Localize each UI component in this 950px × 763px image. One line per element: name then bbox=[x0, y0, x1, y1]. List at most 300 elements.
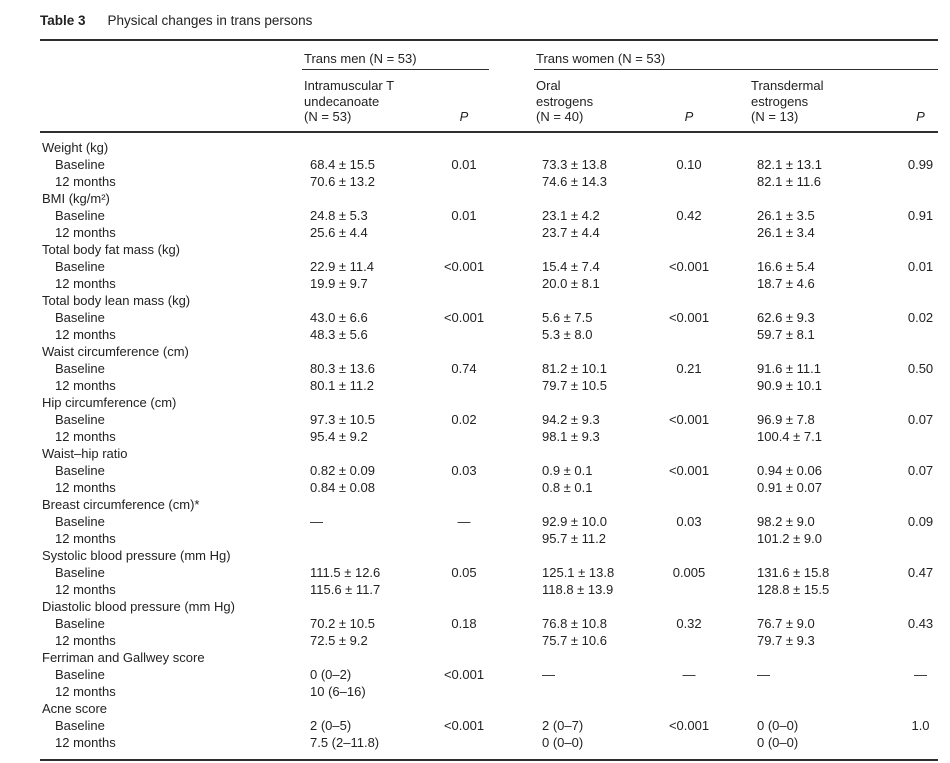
cell-p-intramuscular bbox=[439, 734, 489, 760]
cell-p-transdermal bbox=[903, 445, 938, 462]
column-gap bbox=[714, 156, 749, 173]
column-gap bbox=[714, 462, 749, 479]
column-gap bbox=[714, 258, 749, 275]
col-header-line: Intramuscular T bbox=[304, 78, 395, 93]
cell-p-oral bbox=[664, 496, 714, 513]
cell-p-oral bbox=[664, 445, 714, 462]
cell-p-intramuscular: 0.01 bbox=[451, 156, 477, 172]
table-row bbox=[40, 564, 938, 581]
column-gap bbox=[714, 734, 749, 760]
column-gap bbox=[489, 377, 534, 394]
cell-value-intramuscular: 43.0 ± 6.6 bbox=[310, 309, 368, 325]
cell-p-oral bbox=[664, 683, 714, 700]
cell-value-intramuscular: 70.2 ± 10.5 bbox=[310, 615, 375, 631]
cell-value-oral: 75.7 ± 10.6 bbox=[542, 632, 607, 648]
column-gap bbox=[714, 275, 749, 292]
cell-p-intramuscular bbox=[439, 377, 489, 394]
row-label: Acne score bbox=[42, 700, 108, 716]
cell-value-transdermal: 0 (0–0) bbox=[757, 717, 799, 733]
column-gap bbox=[489, 649, 534, 666]
cell-p-oral: 0.03 bbox=[676, 513, 702, 529]
column-gap bbox=[489, 173, 534, 190]
cell-p-intramuscular bbox=[439, 683, 489, 700]
column-gap bbox=[714, 292, 749, 309]
group-header-trans-men: Trans men (N = 53) bbox=[302, 40, 489, 70]
cell-value-intramuscular: 95.4 ± 9.2 bbox=[310, 428, 368, 444]
cell-value-oral: 118.8 ± 13.9 bbox=[542, 581, 614, 597]
cell-value-oral bbox=[534, 241, 664, 258]
column-gap bbox=[489, 411, 534, 428]
column-gap bbox=[489, 462, 534, 479]
column-gap bbox=[714, 377, 749, 394]
cell-p-oral: 0.005 bbox=[672, 564, 706, 580]
cell-p-transdermal bbox=[903, 173, 938, 190]
cell-p-oral: <0.001 bbox=[668, 309, 710, 325]
row-label: 12 months bbox=[55, 377, 116, 393]
cell-p-transdermal: 0.07 bbox=[907, 411, 934, 427]
cell-value-oral: 125.1 ± 13.8 bbox=[542, 564, 615, 580]
cell-p-transdermal bbox=[903, 734, 938, 760]
cell-value-intramuscular bbox=[302, 598, 439, 615]
row-label: 12 months bbox=[55, 173, 116, 189]
cell-value-oral: 0.9 ± 0.1 bbox=[542, 462, 593, 478]
cell-value-transdermal: 90.9 ± 10.1 bbox=[757, 377, 822, 393]
cell-value-intramuscular: 115.6 ± 11.7 bbox=[310, 581, 381, 597]
column-gap bbox=[714, 547, 749, 564]
cell-value-intramuscular: 0.84 ± 0.08 bbox=[310, 479, 375, 495]
column-gap bbox=[489, 530, 534, 547]
cell-p-transdermal: 0.47 bbox=[907, 564, 934, 580]
table-row bbox=[40, 598, 938, 615]
cell-value-oral bbox=[534, 394, 664, 411]
cell-p-oral: 0.42 bbox=[676, 207, 702, 223]
column-gap bbox=[714, 513, 749, 530]
cell-p-oral: 0.21 bbox=[676, 360, 702, 376]
column-gap bbox=[489, 326, 534, 343]
column-gap bbox=[489, 581, 534, 598]
cell-value-intramuscular bbox=[302, 496, 439, 513]
table-row bbox=[40, 530, 938, 547]
cell-value-transdermal bbox=[749, 132, 903, 156]
cell-value-intramuscular bbox=[302, 649, 439, 666]
cell-value-intramuscular bbox=[302, 132, 439, 156]
cell-p-intramuscular: 0.03 bbox=[451, 462, 477, 478]
col-header-line: (N = 13) bbox=[751, 109, 799, 124]
cell-p-oral bbox=[664, 292, 714, 309]
cell-value-oral bbox=[534, 292, 664, 309]
table-row bbox=[40, 156, 938, 173]
row-label: 12 months bbox=[55, 479, 116, 495]
table-title: Physical changes in trans persons bbox=[107, 13, 313, 28]
cell-p-transdermal bbox=[903, 479, 938, 496]
column-gap bbox=[489, 683, 534, 700]
column-gap bbox=[489, 241, 534, 258]
cell-p-transdermal bbox=[903, 632, 938, 649]
cell-value-intramuscular: 24.8 ± 5.3 bbox=[310, 207, 368, 223]
cell-p-intramuscular bbox=[439, 632, 489, 649]
col-header-intramuscular-t bbox=[302, 70, 439, 132]
table-row bbox=[40, 394, 938, 411]
cell-p-intramuscular: <0.001 bbox=[443, 258, 485, 274]
cell-p-intramuscular bbox=[439, 132, 489, 156]
table-row bbox=[40, 360, 938, 377]
cell-value-intramuscular: — bbox=[310, 513, 323, 529]
cell-p-oral: <0.001 bbox=[668, 258, 710, 274]
cell-p-transdermal: 0.07 bbox=[907, 462, 934, 478]
column-gap bbox=[489, 615, 534, 632]
group-header-row bbox=[40, 40, 938, 70]
cell-value-transdermal bbox=[749, 496, 903, 513]
cell-p-transdermal bbox=[903, 394, 938, 411]
column-header-row bbox=[40, 70, 938, 132]
cell-value-transdermal bbox=[749, 343, 903, 360]
column-gap bbox=[489, 717, 534, 734]
stub-cell bbox=[40, 70, 302, 132]
table-row bbox=[40, 428, 938, 445]
column-gap bbox=[714, 598, 749, 615]
table-row bbox=[40, 717, 938, 734]
row-label: Baseline bbox=[55, 411, 105, 427]
column-gap bbox=[714, 615, 749, 632]
cell-p-transdermal bbox=[903, 598, 938, 615]
cell-value-oral: 76.8 ± 10.8 bbox=[542, 615, 607, 631]
cell-value-transdermal: 0.94 ± 0.06 bbox=[757, 462, 822, 478]
cell-p-intramuscular bbox=[439, 275, 489, 292]
cell-p-oral: 0.32 bbox=[676, 615, 702, 631]
cell-value-transdermal bbox=[749, 683, 903, 700]
table-row bbox=[40, 173, 938, 190]
cell-p-intramuscular bbox=[439, 292, 489, 309]
table-row bbox=[40, 581, 938, 598]
table-row bbox=[40, 309, 938, 326]
column-gap bbox=[489, 734, 534, 760]
row-label: Baseline bbox=[55, 156, 105, 172]
cell-value-intramuscular bbox=[302, 241, 439, 258]
column-gap bbox=[714, 224, 749, 241]
cell-value-transdermal bbox=[749, 292, 903, 309]
cell-value-intramuscular: 80.1 ± 11.2 bbox=[310, 377, 374, 393]
row-label: 12 months bbox=[55, 326, 116, 342]
cell-p-transdermal bbox=[903, 530, 938, 547]
cell-value-intramuscular bbox=[302, 700, 439, 717]
cell-p-intramuscular bbox=[439, 530, 489, 547]
row-label: Weight (kg) bbox=[42, 139, 109, 155]
cell-value-transdermal: 82.1 ± 11.6 bbox=[757, 173, 821, 189]
row-label: Breast circumference (cm)* bbox=[42, 496, 200, 512]
column-gap bbox=[714, 173, 749, 190]
cell-p-oral bbox=[664, 377, 714, 394]
cell-value-transdermal bbox=[749, 445, 903, 462]
row-label: Baseline bbox=[55, 513, 105, 529]
table-number: Table 3 bbox=[40, 13, 86, 28]
row-label: Hip circumference (cm) bbox=[42, 394, 177, 410]
column-gap bbox=[714, 241, 749, 258]
cell-value-oral: 5.6 ± 7.5 bbox=[542, 309, 593, 325]
cell-p-oral bbox=[664, 224, 714, 241]
cell-p-intramuscular bbox=[439, 173, 489, 190]
row-label: 12 months bbox=[55, 275, 116, 291]
cell-p-oral bbox=[664, 547, 714, 564]
row-label: 12 months bbox=[55, 428, 116, 444]
row-label: Baseline bbox=[55, 207, 105, 223]
row-label: Baseline bbox=[55, 666, 105, 682]
cell-p-intramuscular: 0.18 bbox=[451, 615, 477, 631]
column-gap bbox=[489, 224, 534, 241]
cell-p-transdermal bbox=[903, 496, 938, 513]
cell-value-oral: — bbox=[542, 666, 555, 682]
column-gap bbox=[714, 581, 749, 598]
cell-p-oral bbox=[664, 734, 714, 760]
table-row bbox=[40, 683, 938, 700]
cell-value-transdermal: 59.7 ± 8.1 bbox=[757, 326, 815, 342]
column-gap bbox=[714, 207, 749, 224]
cell-p-transdermal bbox=[903, 132, 938, 156]
cell-value-oral: 15.4 ± 7.4 bbox=[542, 258, 600, 274]
cell-p-transdermal bbox=[903, 292, 938, 309]
cell-p-oral bbox=[664, 649, 714, 666]
cell-p-intramuscular bbox=[439, 649, 489, 666]
col-header-line: Oral bbox=[536, 78, 561, 93]
cell-value-intramuscular: 0 (0–2) bbox=[310, 666, 352, 682]
cell-p-intramuscular: 0.05 bbox=[451, 564, 477, 580]
cell-value-intramuscular bbox=[302, 445, 439, 462]
table-row bbox=[40, 632, 938, 649]
column-gap bbox=[489, 428, 534, 445]
cell-p-oral bbox=[664, 394, 714, 411]
cell-value-transdermal: 82.1 ± 13.1 bbox=[757, 156, 822, 172]
cell-value-transdermal: 26.1 ± 3.5 bbox=[757, 207, 815, 223]
cell-value-oral: 74.6 ± 14.3 bbox=[542, 173, 607, 189]
cell-p-transdermal bbox=[903, 343, 938, 360]
cell-value-intramuscular bbox=[302, 547, 439, 564]
cell-value-transdermal bbox=[749, 598, 903, 615]
cell-p-intramuscular bbox=[439, 428, 489, 445]
cell-value-intramuscular: 19.9 ± 9.7 bbox=[310, 275, 368, 291]
cell-value-intramuscular bbox=[302, 292, 439, 309]
col-header-line: (N = 53) bbox=[304, 109, 352, 124]
cell-p-oral bbox=[664, 132, 714, 156]
row-label: 12 months bbox=[55, 683, 116, 699]
cell-p-oral: 0.10 bbox=[676, 156, 702, 172]
cell-value-intramuscular: 10 (6–16) bbox=[310, 683, 366, 699]
col-header-transdermal-estrogens bbox=[749, 70, 903, 132]
cell-value-transdermal: 62.6 ± 9.3 bbox=[757, 309, 815, 325]
cell-p-intramuscular: <0.001 bbox=[443, 309, 485, 325]
cell-p-oral bbox=[664, 326, 714, 343]
cell-value-intramuscular bbox=[302, 530, 439, 547]
cell-p-oral: <0.001 bbox=[668, 717, 710, 733]
cell-p-intramuscular: 0.01 bbox=[451, 207, 477, 223]
cell-p-oral bbox=[664, 275, 714, 292]
column-gap bbox=[489, 156, 534, 173]
cell-value-oral bbox=[534, 700, 664, 717]
cell-value-intramuscular: 97.3 ± 10.5 bbox=[310, 411, 375, 427]
cell-value-oral: 94.2 ± 9.3 bbox=[542, 411, 600, 427]
column-gap bbox=[714, 309, 749, 326]
cell-p-transdermal: 0.02 bbox=[907, 309, 934, 325]
column-gap bbox=[714, 700, 749, 717]
row-label: 12 months bbox=[55, 530, 116, 546]
cell-value-transdermal: 91.6 ± 11.1 bbox=[757, 360, 821, 376]
cell-p-oral: <0.001 bbox=[668, 462, 710, 478]
column-gap bbox=[489, 394, 534, 411]
column-gap bbox=[489, 132, 534, 156]
col-header-line: estrogens bbox=[536, 93, 594, 109]
cell-p-intramuscular bbox=[439, 394, 489, 411]
column-gap bbox=[489, 309, 534, 326]
cell-value-oral: 79.7 ± 10.5 bbox=[542, 377, 607, 393]
cell-p-transdermal bbox=[903, 547, 938, 564]
cell-p-transdermal: — bbox=[914, 666, 928, 682]
row-label: Waist–hip ratio bbox=[42, 445, 128, 461]
table-row bbox=[40, 513, 938, 530]
row-label: Baseline bbox=[55, 360, 105, 376]
cell-p-transdermal bbox=[903, 190, 938, 207]
cell-value-oral bbox=[534, 343, 664, 360]
table-row bbox=[40, 241, 938, 258]
cell-value-transdermal: 76.7 ± 9.0 bbox=[757, 615, 815, 631]
cell-value-transdermal: 101.2 ± 9.0 bbox=[757, 530, 822, 546]
cell-value-transdermal: 79.7 ± 9.3 bbox=[757, 632, 815, 648]
cell-p-intramuscular: — bbox=[457, 513, 471, 529]
cell-p-intramuscular bbox=[439, 700, 489, 717]
cell-p-oral bbox=[664, 581, 714, 598]
row-label: Ferriman and Gallwey score bbox=[42, 649, 205, 665]
cell-p-transdermal: 0.50 bbox=[907, 360, 934, 376]
cell-p-oral bbox=[664, 598, 714, 615]
cell-p-transdermal bbox=[903, 581, 938, 598]
table-row bbox=[40, 377, 938, 394]
cell-value-intramuscular: 80.3 ± 13.6 bbox=[310, 360, 375, 376]
cell-p-transdermal bbox=[903, 241, 938, 258]
cell-value-intramuscular: 22.9 ± 11.4 bbox=[310, 258, 374, 274]
column-gap bbox=[714, 666, 749, 683]
table-row bbox=[40, 292, 938, 309]
table-row bbox=[40, 462, 938, 479]
cell-value-transdermal: 16.6 ± 5.4 bbox=[757, 258, 815, 274]
cell-value-intramuscular: 2 (0–5) bbox=[310, 717, 352, 733]
column-gap bbox=[489, 207, 534, 224]
column-gap bbox=[714, 360, 749, 377]
table-row bbox=[40, 700, 938, 717]
column-gap bbox=[714, 428, 749, 445]
cell-p-intramuscular bbox=[439, 190, 489, 207]
cell-value-transdermal: 26.1 ± 3.4 bbox=[757, 224, 815, 240]
cell-value-transdermal: 18.7 ± 4.6 bbox=[757, 275, 815, 291]
row-label: 12 months bbox=[55, 581, 116, 597]
cell-p-oral bbox=[664, 173, 714, 190]
column-gap bbox=[714, 445, 749, 462]
cell-value-transdermal: 96.9 ± 7.8 bbox=[757, 411, 815, 427]
cell-value-transdermal: 0 (0–0) bbox=[757, 734, 799, 750]
cell-value-intramuscular: 0.82 ± 0.09 bbox=[310, 462, 375, 478]
cell-value-transdermal bbox=[749, 649, 903, 666]
row-label: Baseline bbox=[55, 258, 105, 274]
table-row bbox=[40, 224, 938, 241]
cell-value-oral bbox=[534, 132, 664, 156]
cell-p-intramuscular bbox=[439, 343, 489, 360]
column-gap bbox=[489, 700, 534, 717]
cell-p-oral bbox=[664, 428, 714, 445]
column-gap bbox=[489, 479, 534, 496]
row-label: Baseline bbox=[55, 717, 105, 733]
table-row bbox=[40, 496, 938, 513]
table-row bbox=[40, 275, 938, 292]
column-gap bbox=[489, 275, 534, 292]
row-label: Baseline bbox=[55, 309, 105, 325]
cell-value-transdermal bbox=[749, 700, 903, 717]
row-label: BMI (kg/m²) bbox=[42, 190, 110, 206]
column-gap bbox=[714, 70, 749, 132]
cell-p-transdermal bbox=[903, 683, 938, 700]
row-label: Waist circumference (cm) bbox=[42, 343, 189, 359]
column-gap bbox=[714, 479, 749, 496]
cell-p-intramuscular bbox=[439, 547, 489, 564]
cell-p-intramuscular bbox=[439, 581, 489, 598]
column-gap bbox=[489, 70, 534, 132]
cell-p-transdermal bbox=[903, 326, 938, 343]
column-gap bbox=[489, 496, 534, 513]
row-label: 12 months bbox=[55, 224, 116, 240]
col-header-p-oral: P bbox=[664, 70, 714, 132]
row-label: Diastolic blood pressure (mm Hg) bbox=[42, 598, 235, 614]
cell-value-oral: 0.8 ± 0.1 bbox=[542, 479, 593, 495]
cell-p-transdermal: 0.01 bbox=[907, 258, 934, 274]
column-gap bbox=[489, 343, 534, 360]
column-gap bbox=[714, 564, 749, 581]
cell-p-intramuscular bbox=[439, 224, 489, 241]
table-row bbox=[40, 258, 938, 275]
cell-p-transdermal: 1.0 bbox=[911, 717, 930, 733]
row-label: 12 months bbox=[55, 734, 116, 750]
column-gap bbox=[714, 530, 749, 547]
cell-value-oral bbox=[534, 598, 664, 615]
col-header-p-trans-men: P bbox=[439, 70, 489, 132]
table-row bbox=[40, 190, 938, 207]
cell-value-intramuscular: 68.4 ± 15.5 bbox=[310, 156, 375, 172]
cell-p-transdermal: 0.43 bbox=[907, 615, 934, 631]
table-row bbox=[40, 326, 938, 343]
table-row bbox=[40, 479, 938, 496]
table-row bbox=[40, 649, 938, 666]
col-header-p-transdermal: P bbox=[903, 70, 938, 132]
cell-p-intramuscular bbox=[439, 445, 489, 462]
cell-value-oral bbox=[534, 496, 664, 513]
cell-p-transdermal bbox=[903, 224, 938, 241]
cell-value-transdermal: 128.8 ± 15.5 bbox=[757, 581, 830, 597]
table-row bbox=[40, 343, 938, 360]
cell-p-intramuscular: <0.001 bbox=[443, 666, 485, 682]
cell-p-oral bbox=[664, 479, 714, 496]
cell-p-transdermal: 0.91 bbox=[907, 207, 934, 223]
group-header-trans-women: Trans women (N = 53) bbox=[534, 40, 938, 70]
cell-p-oral bbox=[664, 190, 714, 207]
row-label: 12 months bbox=[55, 632, 116, 648]
table-row bbox=[40, 666, 938, 683]
cell-p-transdermal: 0.99 bbox=[907, 156, 934, 172]
cell-p-transdermal bbox=[903, 377, 938, 394]
cell-p-oral: <0.001 bbox=[668, 411, 710, 427]
cell-value-transdermal: 131.6 ± 15.8 bbox=[757, 564, 830, 580]
cell-value-oral: 0 (0–0) bbox=[542, 734, 584, 750]
table-caption bbox=[40, 10, 938, 39]
cell-value-oral: 95.7 ± 11.2 bbox=[542, 530, 606, 546]
cell-value-oral: 23.1 ± 4.2 bbox=[542, 207, 600, 223]
table-row bbox=[40, 734, 938, 760]
cell-value-intramuscular bbox=[302, 190, 439, 207]
physical-changes-table bbox=[40, 39, 938, 761]
column-gap bbox=[714, 190, 749, 207]
